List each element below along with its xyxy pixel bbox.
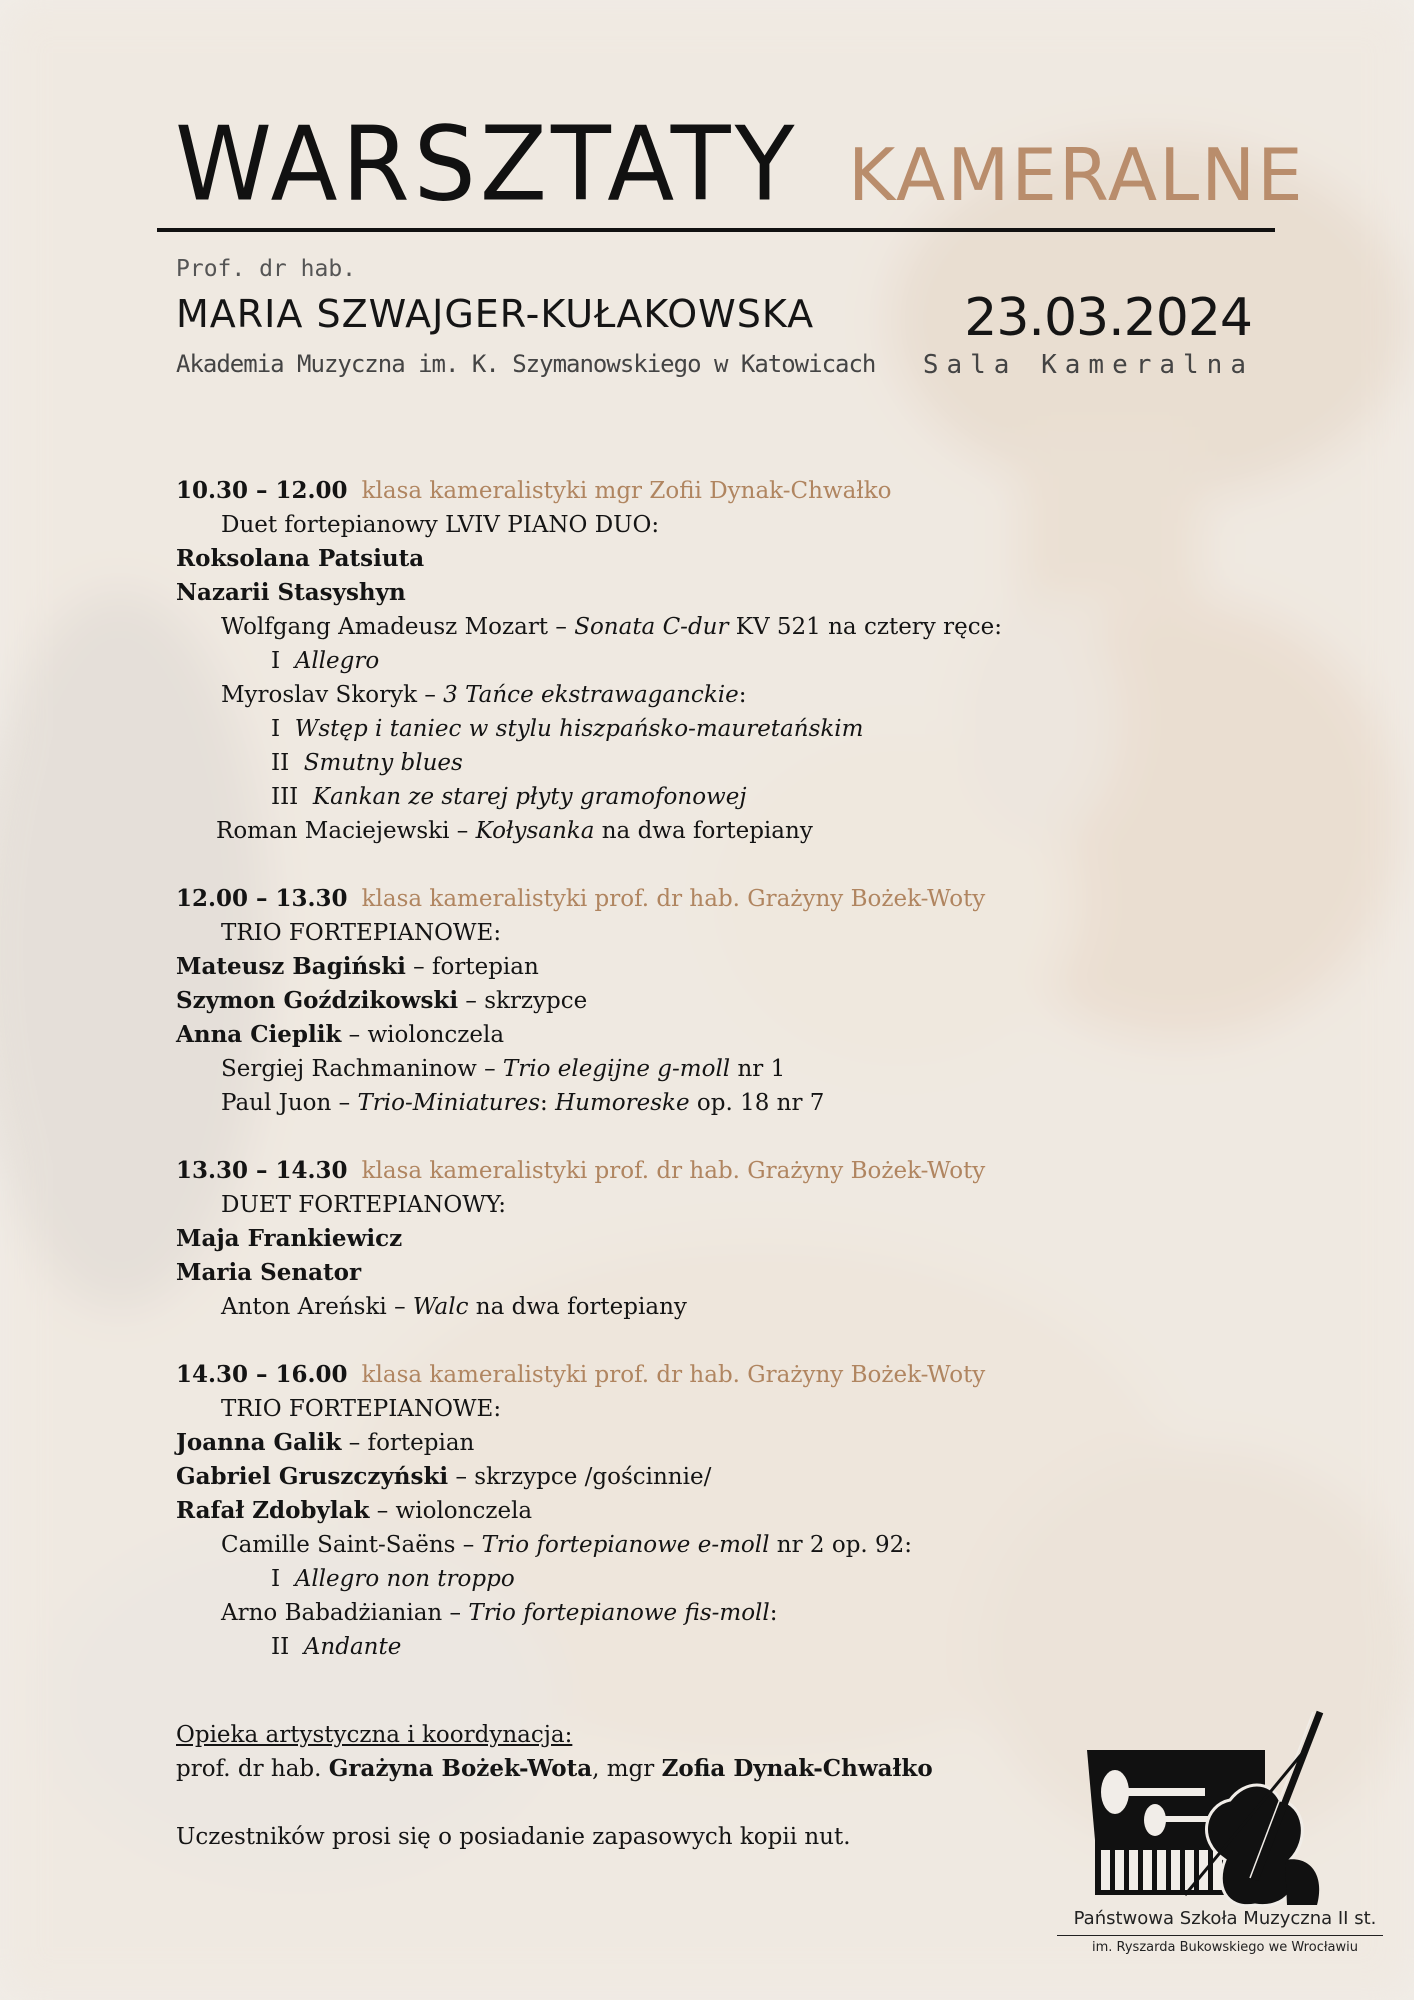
movement [176, 644, 1076, 678]
piece [176, 1086, 1076, 1120]
performer [176, 950, 1076, 984]
performer [176, 1426, 1076, 1460]
program [176, 474, 1076, 1664]
performer-instrument: – wiolonczela [369, 1498, 533, 1524]
movement-title: Wstęp i taniec w stylu hiszpańsko-mauretańskim [294, 716, 864, 742]
ensemble-name: Duet fortepianowy LVIV PIANO DUO: [221, 512, 660, 538]
school-patron: im. Ryszarda Bukowskiego we Wrocławiu [1092, 1940, 1358, 1955]
session-header [176, 882, 1076, 916]
session-class: klasa kameralistyki mgr Zofii Dynak-Chwałko [361, 478, 892, 504]
performer-instrument: – wiolonczela [341, 1022, 505, 1048]
piece-title: Sonata C-dur [574, 614, 729, 640]
piece-composer: Wolfgang Amadeusz Mozart – [221, 614, 575, 640]
care-label: Opieka artystyczna i koordynacja: [176, 1722, 573, 1748]
piece-title: 3 Tańce ekstrawaganckie [443, 682, 739, 708]
movement-number: I [271, 716, 281, 742]
piece-detail: op. 18 nr 7 [689, 1090, 825, 1116]
performer [176, 542, 1076, 576]
session-class: klasa kameralistyki prof. dr hab. Grażyny Bożek-Woty [361, 886, 986, 912]
title-divider [157, 228, 1275, 232]
piece-detail: : [540, 1090, 556, 1116]
piece-title: Trio-Miniatures [357, 1090, 541, 1116]
movement-number: I [271, 1566, 281, 1592]
performer [176, 1494, 1076, 1528]
movement-number: II [271, 1634, 290, 1660]
session-time: 13.30 – 14.30 [176, 1157, 348, 1184]
performer-name: Anna Cieplik [176, 1021, 342, 1048]
piece-detail: nr 2 op. 92: [769, 1532, 913, 1558]
session-header [176, 1358, 1076, 1392]
performer-instrument: – fortepian [405, 954, 539, 980]
piece [176, 1528, 1076, 1562]
piece-composer: Sergiej Rachmaninow – [221, 1056, 503, 1082]
piece-title: Kołysanka [475, 818, 595, 844]
movement [176, 780, 1076, 814]
performer-name: Szymon Goździkowski [176, 987, 459, 1014]
performer-name: Roksolana Patsiuta [176, 545, 425, 572]
performer-name: Maria Senator [176, 1259, 362, 1286]
movement-title: Allegro [294, 648, 380, 674]
performer-name: Rafał Zdobylak [176, 1497, 370, 1524]
performer [176, 1256, 1076, 1290]
piece [176, 678, 1076, 712]
piece-detail: na dwa fortepiany [468, 1294, 687, 1320]
performer-name: Mateusz Bagiński [176, 953, 406, 980]
piece-detail: KV 521 na cztery ręce: [728, 614, 1002, 640]
movement-number: I [271, 648, 281, 674]
event-venue: Sala Kameralna [922, 350, 1254, 380]
session-header [176, 474, 1076, 508]
piece [176, 1052, 1076, 1086]
performer [176, 1222, 1076, 1256]
movement-title: Andante [303, 1634, 402, 1660]
title-accent: KAMERALNE [848, 133, 1305, 217]
piece [176, 814, 1076, 848]
movement [176, 712, 1076, 746]
session-class: klasa kameralistyki prof. dr hab. Grażyny Bożek-Woty [361, 1158, 986, 1184]
poster-title [175, 105, 1305, 225]
care-names [176, 1752, 933, 1786]
performer [176, 1018, 1076, 1052]
movement-number: II [271, 750, 290, 776]
session-time: 14.30 – 16.00 [176, 1361, 348, 1388]
movement [176, 746, 1076, 780]
performer-name: Nazarii Stasyshyn [176, 579, 406, 606]
session-class: klasa kameralistyki prof. dr hab. Grażyny Bożek-Woty [361, 1362, 986, 1388]
session-header [176, 1154, 1076, 1188]
movement-number: III [271, 784, 299, 810]
care-name-1: Grażyna Bożek-Wota [328, 1755, 593, 1782]
piece-subtitle: Humoreske [555, 1090, 690, 1116]
piece-composer: Roman Maciejewski – [216, 818, 476, 844]
performer-instrument: – skrzypce [458, 988, 588, 1014]
professor-title: Prof. dr hab. [176, 256, 357, 282]
care-separator: , mgr [592, 1756, 662, 1782]
session-time: 12.00 – 13.30 [176, 885, 348, 912]
piece-title: Trio fortepianowe e-moll [481, 1532, 770, 1558]
title-main: WARSZTATY [175, 105, 799, 225]
ensemble-name: TRIO FORTEPIANOWE: [221, 920, 502, 946]
piece [176, 1290, 1076, 1324]
movement-title: Allegro non troppo [294, 1566, 515, 1592]
piece [176, 610, 1076, 644]
professor-academy: Akademia Muzyczna im. K. Szymanowskiego w Katowicach [176, 350, 876, 378]
piece-detail: nr 1 [730, 1056, 786, 1082]
piece-composer: Arno Babadżianian – [221, 1600, 469, 1626]
piece-title: Trio elegijne g-moll [502, 1056, 731, 1082]
piece-detail: : [738, 682, 747, 708]
logo-divider [1057, 1935, 1383, 1936]
performer-instrument: – fortepian [341, 1430, 475, 1456]
ensemble-name: DUET FORTEPIANOWY: [221, 1192, 507, 1218]
care-name-2: Zofia Dynak-Chwałko [661, 1755, 933, 1782]
performer [176, 1460, 1076, 1494]
movement-title: Kankan ze starej płyty gramofonowej [312, 784, 747, 810]
event-date: 23.03.2024 [964, 288, 1252, 348]
performer-name: Maja Frankiewicz [176, 1225, 403, 1252]
movement [176, 1630, 1076, 1664]
movement [176, 1562, 1076, 1596]
performer-instrument: – skrzypce /gościnnie/ [448, 1464, 712, 1490]
session-time: 10.30 – 12.00 [176, 477, 348, 504]
ensemble-name: TRIO FORTEPIANOWE: [221, 1396, 502, 1422]
performer-name: Gabriel Gruszczyński [176, 1463, 449, 1490]
piece-composer: Camille Saint-Saëns – [221, 1532, 482, 1558]
piece-detail: na dwa fortepiany [594, 818, 813, 844]
care-prefix: prof. dr hab. [176, 1756, 329, 1782]
school-name: Państwowa Szkoła Muzyczna II st. [1073, 1908, 1377, 1929]
performer [176, 576, 1076, 610]
movement-title: Smutny blues [303, 750, 463, 776]
piece-composer: Anton Areński – [221, 1294, 413, 1320]
coordination-footer [176, 1718, 933, 1854]
piece-detail: : [769, 1600, 778, 1626]
professor-name: MARIA SZWAJGER-KUŁAKOWSKA [176, 292, 815, 336]
participants-note: Uczestników prosi się o posiadanie zapasowych kopii nut. [176, 1824, 851, 1850]
piece-title: Walc [412, 1294, 469, 1320]
performer-name: Joanna Galik [176, 1429, 342, 1456]
performer [176, 984, 1076, 1018]
piece-title: Trio fortepianowe fis-moll [468, 1600, 770, 1626]
instruments-logo-icon [1055, 1710, 1385, 1910]
piece-composer: Paul Juon – [221, 1090, 358, 1116]
piece [176, 1596, 1076, 1630]
piece-composer: Myroslav Skoryk – [221, 682, 444, 708]
school-logo [1055, 1710, 1385, 1970]
